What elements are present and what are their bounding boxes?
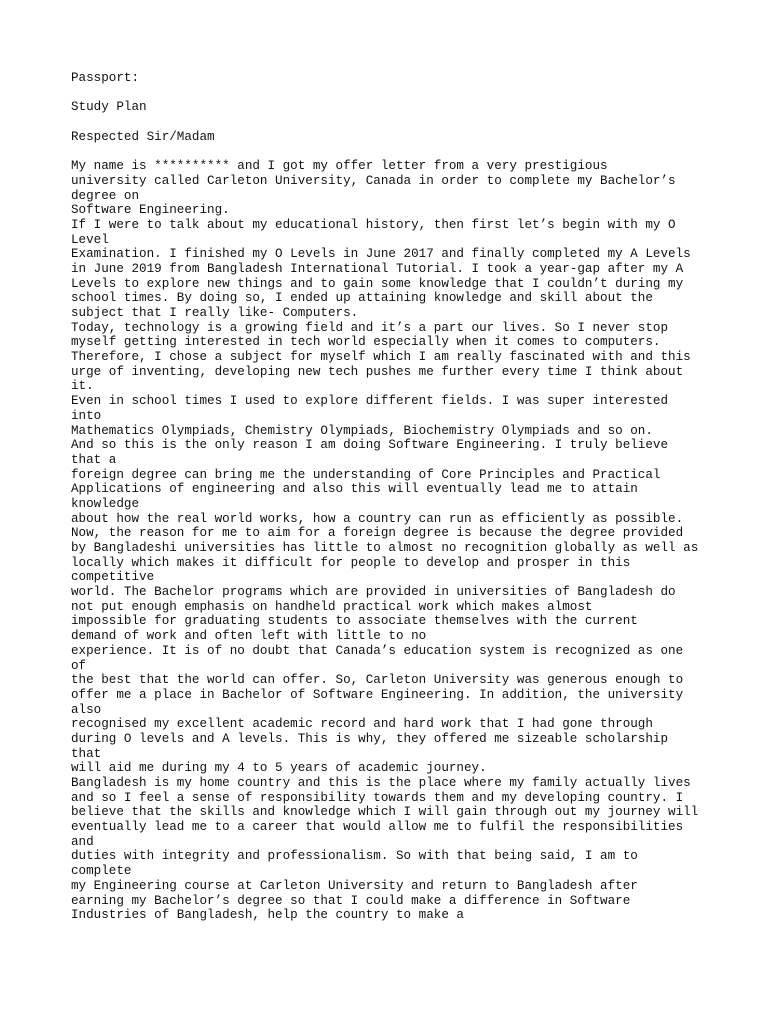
body-text-line: in June 2019 from Bangladesh International Tutorial. I took a year-gap after my A <box>71 261 684 276</box>
body-text-line: Industries of Bangladesh, help the country to make a <box>71 908 464 923</box>
document-page <box>71 71 731 923</box>
body-text-line: offer me a place in Bachelor of Software Engineering. In addition, the university <box>71 687 684 702</box>
body-text-line: foreign degree can bring me the understanding of Core Principles and Practical <box>71 467 661 482</box>
body-text-line: eventually lead me to a career that would allow me to fulfil the responsibilities <box>71 820 684 835</box>
body-text-line: world. The Bachelor programs which are provided in universities of Bangladesh do <box>71 585 676 600</box>
body-text-line: And so this is the only reason I am doing Software Engineering. I truly believe <box>71 438 669 453</box>
body-text-line: about how the real world works, how a country can run as efficiently as possible. <box>71 511 684 526</box>
body-text-line: and <box>71 834 94 849</box>
body-text-line: university called Carleton University, Canada in order to complete my Bachelor’s <box>71 173 676 188</box>
body-text-line: recognised my excellent academic record and hard work that I had gone through <box>71 717 653 732</box>
body-text-line: of <box>71 658 87 673</box>
body-text-line: earning my Bachelor’s degree so that I could make a difference in Software <box>71 893 631 908</box>
body-text-line: Mathematics Olympiads, Chemistry Olympiads, Biochemistry Olympiads and so on. <box>71 423 653 438</box>
body-text-line: experience. It is of no doubt that Canada’s education system is recognized as one <box>71 643 684 658</box>
body-text-line: degree on <box>71 188 140 203</box>
body-text-line: by Bangladeshi universities has little to almost no recognition globally as well as <box>71 541 699 555</box>
body-text-line: into <box>71 408 102 423</box>
body-text-line: If I were to talk about my educational history, then first let’s begin with my O <box>71 217 676 232</box>
body-text-line: myself getting interested in tech world especially when it comes to computers. <box>71 335 661 350</box>
body-text-line: Software Engineering. <box>71 203 230 218</box>
salutation: Respected Sir/Madam <box>71 129 215 144</box>
body-text-line: duties with integrity and professionalism. So with that being said, I am to <box>71 849 638 864</box>
body-text-line: my Engineering course at Carleton University and return to Bangladesh after <box>71 878 638 893</box>
body-text-line: the best that the world can offer. So, Carleton University was generous enough to <box>71 673 684 688</box>
body-text-line: will aid me during my 4 to 5 years of academic journey. <box>71 761 487 776</box>
body-text-line: demand of work and often left with little to no <box>71 629 427 644</box>
body-text-line: Level <box>71 232 109 247</box>
document-title: Study Plan <box>71 100 147 115</box>
body-text-line: Therefore, I chose a subject for myself which I am really fascinated with and this <box>71 350 691 365</box>
body-text-line: Bangladesh is my home country and this is the place where my family actually lives <box>71 776 691 790</box>
body-text-line: also <box>71 702 102 717</box>
body-text-line: Now, the reason for me to aim for a foreign degree is because the degree provided <box>71 526 684 541</box>
letter-body <box>71 159 731 923</box>
body-text-line: competitive <box>71 570 155 585</box>
body-text-line: knowledge <box>71 496 140 511</box>
body-text-line: and so I feel a sense of responsibility towards them and my developing country. I <box>71 790 684 805</box>
body-text-line: believe that the skills and knowledge which I will gain through out my journey will <box>71 805 699 820</box>
body-text-line: impossible for graduating students to associate themselves with the current <box>71 614 638 629</box>
body-text-line: complete <box>71 864 132 879</box>
body-text-line: My name is ********** and I got my offer letter from a very prestigious <box>71 159 608 174</box>
passport-label: Passport: <box>71 71 140 85</box>
body-text-line: that <box>71 746 102 761</box>
body-text-line: urge of inventing, developing new tech pushes me further every time I think about <box>71 364 684 379</box>
body-text-line: school times. By doing so, I ended up attaining knowledge and skill about the <box>71 291 653 306</box>
body-text-line: Even in school times I used to explore different fields. I was super interested <box>71 394 669 409</box>
body-text-line: locally which makes it difficult for people to develop and prosper in this <box>71 555 631 570</box>
body-text-line: that a <box>71 452 117 467</box>
body-text-line: not put enough emphasis on handheld practical work which makes almost <box>71 599 593 614</box>
body-text-line: during O levels and A levels. This is why, they offered me sizeable scholarship <box>71 731 669 746</box>
body-text-line: Today, technology is a growing field and it’s a part our lives. So I never stop <box>71 320 669 335</box>
body-text-line: Applications of engineering and also this will eventually lead me to attain <box>71 482 638 497</box>
body-text-line: it. <box>71 379 94 394</box>
body-text-line: subject that I really like- Computers. <box>71 306 359 320</box>
body-text-line: Examination. I finished my O Levels in June 2017 and finally completed my A Levels <box>71 247 691 262</box>
body-text-line: Levels to explore new things and to gain some knowledge that I couldn’t during my <box>71 276 684 291</box>
